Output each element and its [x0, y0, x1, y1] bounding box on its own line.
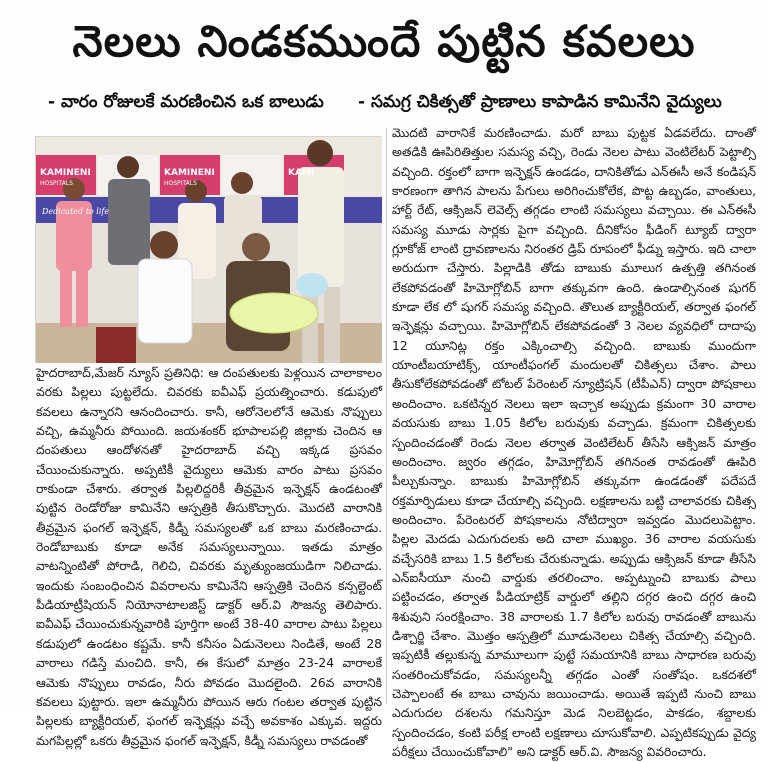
person-head: [307, 140, 333, 166]
subheading-left: - వారం రోజులకే మరణించిన ఒక బాలుడు: [48, 92, 324, 112]
column-divider: [386, 128, 387, 704]
column-right-text: మొదటి వారానికే మరణించాడు. మరో బాబు పుట్టక ఏడవలేదు. దాంతో అతడికి ఊపిరితిత్తుల సమస్య వచ్చి, రెండు నెలల పాటు వెంటిలేటర్ పెట్టాల్సి వచ్చింది. రక్తంలో బాగా ఇన్ఫెక్షన్ ఉండడం, దానికితోడు ఎన్ఈసీ అనే కండిషన్ కారణంగా తాగిన పాలను పేగులు అరిగించుకోలేక, పొట్ట ఉబ్బడం, వాంతులు, హార్ట్ రేట్, ఆక్సిజన్ లెవెల్స్ తగ్గడం లాంటి సమస్యలు వచ్చాయి. ఈ ఎన్ఈసీ సమస్య మూడు సార్లకు పైగా వచ్చింది. దీనికోసం ఫీడింగ్ ట్యూబ్ ద్వారా గ్లూకోజ్ లాంటి ద్రావణాలను నిరంతర డ్రిప్ రూపంలో ఫీడ్ను ఇస్తారు. ఇది చాలా అరుదుగా చేస్తారు. పిల్లాడికి తోడు బాబుకు మూలుగ ఉత్పత్తి తగినంత లేకపోవడంతో హిమోగ్లోబిన్ బాగా తక్కువగా ఉంది. ఉండాల్సినంత షుగర్ కూడా లేక లో షుగర్ సమస్య వచ్చింది. తొలుత బ్యాక్టీరియల్, తర్వాత ఫంగల్ ఇన్ఫెక్షన్లు వచ్చాయి. హిమోగ్లోబిన్ లేకపోవడంతో 3 నెలల వ్యవధిలో దాదాపు 12 యూనిట్ల రక్తం ఎక్కించాల్సి వచ్చింది. బాబుకు ముందుగా యాంటీబయాటిక్స్, యాంటీఫంగల్ మందులతో చికిత్సలు చేశాం. పాలు తీసుకోలేకపోవడంతో టోటల్ పేరెంటల్ న్యూట్రిషన్ (టీపీఎన్) ద్వారా పోషకాలు అందించాం. ఒకటిన్నర నెలలు ఇలా ఇచ్చాక అప్పుడు క్రమంగా 30 వారాల వయసుకు బాబు 1.05 కిలోల బరువుకు వచ్చాడు. క్రమంగా చికిత్సలకు స్పందించడంతో రెండు నెలల తర్వాత వెంటిలేటర్ తీసేసి ఆక్సిజన్ మాత్రం అందించాం. జ్వరం తగ్గడం, హిమోగ్లోబిన్ తగినంత రావడంతో ఊపిరి పీల్చుకున్నాం. బాబుకు హిమోగ్లోబిన్ తక్కువగా ఉండడంతో పదేపదే రక్తమార్పిడులు కూడా చేయాల్సి వచ్చింది. లక్షణాలను బట్టి చాలావరకు చికిత్స అందించాం. పేరెంటరల్ పోషకాలను నోటిద్వారా ఇవ్వడం మొదలుపెట్టాం. పిల్లల మెదడు ఎదుగుదలకు అది చాలా ముఖ్యం. 36 వారాల వయసుకు వచ్చేసరికి బాబు 1.5 కిలోలకు చేరుకున్నాడు. అప్పుడు ఆక్సిజన్ కూడా తీసేసి ఎన్ఐసీయూ నుంచి వార్డుకు తరలించాం. అప్పట్నుంచి బాబుకు పాలు పట్టించడం, తర్వాత పీడియాట్రిక్ వార్డులో తల్లిని దగ్గర ఉంచి దగ్గర ఉంచి శిశువుని సంరక్షించాం. 38 వారాలకు 1.7 కిలోల బరువు రావడంతో బాబును డిశ్చార్జి చేశాం. మొత్తం ఆస్పత్రిలో మూడునెలలు చికిత్స చేయాల్సి వచ్చింది. ఇప్పటికీ తల్లుకున్న మామూలుగా పుట్టే సమయానికి బాబు సాధారణ బరువు సంతరించుకోవడం, సమస్యలన్నీ తగ్గడం ఎంతో సంతోషం. ఒకదశలో చెప్పాలంటే ఈ బాబు చావును జయించాడు. అయితే ఇప్పటి నుంచి బాబు ఎదుగుదల దశలను గమనిస్తూ మెడ నిలబెట్టడం, పాకడం, శబ్దాలకు స్పందించడం, కంటి పరీక్ష లాంటి లక్షణాలు చూసుకోవాలి. ఎప్పటికప్పుడు వైద్య పరీక్షలు చేయించుకోవాలి" అని డాక్టర్ ఆర్.వి. సౌజన్య వివరించారు.: [392, 126, 756, 759]
banner-subtext-1: HOSPITALS: [40, 180, 73, 187]
banner-text-3: KAMI: [288, 168, 315, 178]
banner-tag: Dedicated to life: [42, 207, 110, 216]
banner-text-1: KAMINENI: [40, 168, 91, 178]
person-head: [242, 233, 270, 261]
person-body: [108, 179, 150, 265]
person-head: [231, 172, 253, 194]
person-body: [138, 259, 192, 343]
banner-panel: [222, 155, 282, 195]
article-photo: [35, 136, 381, 362]
person-head: [150, 231, 178, 259]
article-column-right: [392, 124, 756, 759]
article-column-left: [36, 364, 382, 748]
baby-bundle: [296, 273, 328, 297]
person-head: [117, 156, 139, 178]
banner-text-2: KAMINENI: [164, 168, 215, 178]
person-body: [298, 167, 344, 287]
subheading-right: - సమగ్ర చికిత్సతో ప్రాణాలు కాపాడిన కామినేని వైద్యులు: [358, 92, 722, 112]
banner-subtext-2: HOSPITALS: [164, 180, 197, 187]
group-photo-illustration: [36, 137, 382, 363]
article-headline: నెలలు నిండకముందే పుట్టిన కవలలు: [72, 17, 696, 67]
column-left-text: హైదరాబాద్,మేజర్ న్యూస్ ప్రతినిధి: ఆ దంపతులకు పెళ్లయిన చాలాకాలం వరకు పిల్లలు పుట్టలేదు. చివరకు ఐవీఎఫ్ ప్రయత్నించారు. కడుపులో కవలలు ఉన్నారని ఆనందించారు. కానీ, ఆరోనెలలోనే ఆమెకు నొప్పులు వచ్చి, ఉమ్మనీరు పోయింది. జయశంకర్ భూపాలపల్లి జిల్లాకు చెందిన ఆ దంపతులు ఆందోళనతో హైదరాబాద్ వచ్చి ఇక్కడ ప్రసవం చేయించుకున్నారు. అప్పటికీ వైద్యులు ఆమెకు వారం పాటు ప్రసవం రాకుండా చేశారు. తర్వాత పిల్లలిద్దరికీ తీవ్రమైన ఇన్ఫెక్షన్ ఉండటంతో పుట్టిన రెండోరోజు కామినేని ఆస్పత్రికి తీసుకొచ్చారు. మొదటి వారానికి తీవ్రమైన ఫంగల్ ఇన్ఫెక్షన్, కిడ్నీ సమస్యలతో ఒక బాబు మరణించాడు. రెండోబాబుకు కూడా అనేక సమస్యలున్నాయి. ఇతడు మాత్రం వాటన్నింటితో పోరాడి, గెలిచి, చివరకు మృత్యుంజయుడిగా నిలిచాడు. ఇందుకు సంబంధించిన వివరాలను కామినేని ఆస్పత్రికి చెందిన కన్సల్టెంట్ పీడియాట్రీషియన్ నియోనాటాలజిస్ట్ డాక్టర్ ఆర్.వి సౌజన్య తెలిపారు. ఐవీఎఫ్ చేయించుకున్నవారికి పూర్తిగా అంటే 38-40 వారాల పాటు పిల్లలు కడుపులో ఉండటం కష్టమే. కానీ కనీసం ఏడునెలలు నిండితే, అంటే 28 వారాలు గడిస్తే మంచిది. కానీ, ఈ కేసులో మాత్రం 23-24 వారాలకే ఆమెకు నొప్పులు రావడం, నీరు పోవడం మొదలైంది. 26వ వారానికి కవలలు పుట్టారు. ఇలా ఉమ్మనీరు పోయిన ఆరు గంటల తర్వాత పుట్టిన పిల్లలకు బ్యాక్టీరియల్, ఫంగల్ ఇన్ఫెక్షన్లు వచ్చే అవకాశం ఎక్కువ. ఇద్దరు మగపిల్లల్లో ఒకరు తీవ్రమైన ఫంగల్ ఇన్ఫెక్షన్, కిడ్నీ సమస్యలు రావడంతో: [36, 366, 382, 748]
baby-bundle: [230, 293, 318, 333]
